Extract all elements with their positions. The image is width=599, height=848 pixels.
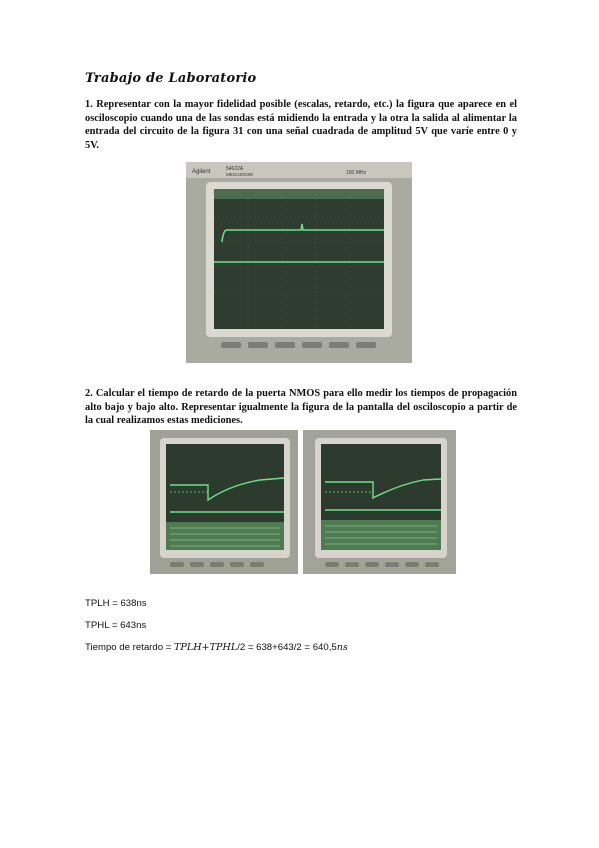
bandwidth-label: 100 MHz [346,170,367,176]
oscilloscope-photo-2 [150,430,298,574]
delay-result [85,642,348,653]
question-2: 2. Calcular el tiempo de retardo de la puerta NMOS para ello medir los tiempos de propagación alto bajo y bajo alto. Representar igualmente la figura de la pantalla del osciloscopio a partir de la cual realizamos estas mediciones. [85,388,517,427]
question-1: 1. Representar con la mayor fidelidad posible (escalas, retardo, etc.) la figura que aparece en el osciloscopio cuando una de las sondas está midiendo la entrada y la otra la salida al alimentar la entrada del circuito de la figura 31 con una señal cuadrada de amplitud 5V que varíe entre 0 y 5V. [85,99,517,151]
delay-suffix: /2 = 638+643/2 = 640,5 [237,642,337,653]
delay-prefix: Tiempo de retardo = [85,642,174,653]
model-label: 54622A [226,166,244,172]
tphl-result: TPHL = 643ns [85,620,147,631]
subtitle-label: MEGAZOOM [226,172,253,177]
delay-unit: ns [336,642,348,653]
delay-formula: TPLH+TPHL [173,642,238,653]
tplh-result: TPLH = 638ns [85,598,147,609]
document-title: Trabajo de Laboratorio [85,71,257,86]
oscilloscope-photo-3 [303,430,456,574]
oscilloscope-photo-1 [186,162,412,363]
brand-label: Agilent [192,169,211,175]
